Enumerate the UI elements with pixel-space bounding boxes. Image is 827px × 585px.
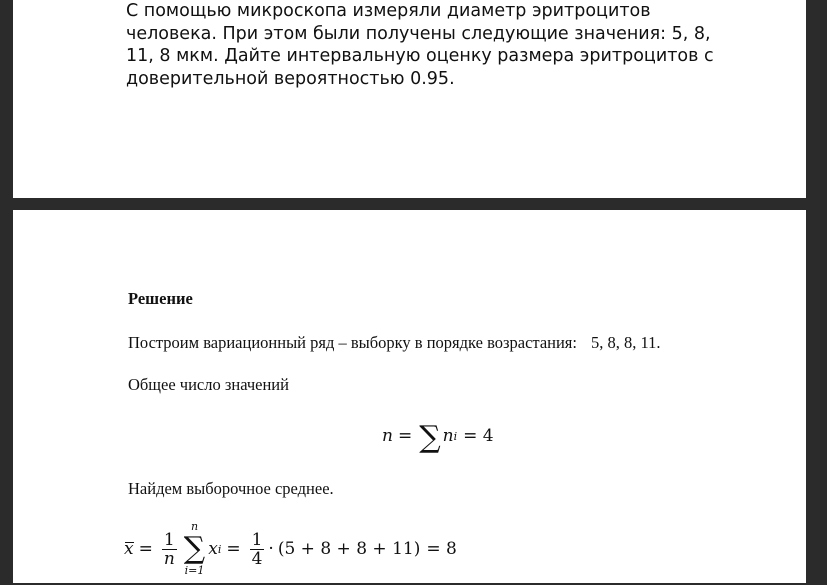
variation-series-values: 5, 8, 8, 11. <box>590 333 661 352</box>
solution-heading: Решение <box>128 289 193 308</box>
summation-lower: i=1 <box>184 564 205 577</box>
formula-mean-dot: · <box>268 539 274 559</box>
formula-mean-eq1: = <box>138 539 153 559</box>
fraction-2-numerator: 1 <box>251 529 263 550</box>
formula-mean-term-sub: i <box>217 542 222 556</box>
task-text: С помощью микроскопа измеряли диаметр эритроцитов человека. При этом были получены следующие значения: 5, 8, 11, 8 мкм. Дайте интервальную оценку размера эритроцитов с доверительной вероятностью 0.95. <box>126 1 714 89</box>
formula-n-term-sub: i <box>453 429 458 443</box>
formula-n-sigma: ∑ <box>419 419 441 455</box>
summation-sigma: ∑ <box>183 531 206 566</box>
fraction-2-denominator: 4 <box>251 548 263 569</box>
formula-mean-eq2: = <box>226 539 241 559</box>
formula-mean-summation <box>184 520 205 578</box>
formula-n-eq: = <box>397 426 413 446</box>
sample-size-formula <box>382 416 494 456</box>
summation-upper: n <box>190 520 199 533</box>
formula-mean-expression: (5 + 8 + 8 + 11) <box>277 539 421 559</box>
sample-mean-formula <box>124 513 457 585</box>
formula-n-rhs: = 4 <box>463 426 494 446</box>
formula-mean-fraction-2 <box>250 531 265 568</box>
fraction-1-numerator: 1 <box>163 529 175 550</box>
variation-series-paragraph <box>128 333 661 353</box>
sample-mean-paragraph: Найдем выборочное среднее. <box>128 479 334 498</box>
formula-mean-lhs: x <box>124 539 134 559</box>
formula-mean-term: x <box>208 539 218 559</box>
document-page-top <box>13 0 806 198</box>
document-page-bottom <box>13 210 806 583</box>
total-count-paragraph: Общее число значений <box>128 375 289 394</box>
formula-n-lhs: n <box>382 426 393 446</box>
fraction-1-denominator: n <box>163 548 175 569</box>
formula-mean-fraction-1 <box>162 531 177 568</box>
variation-series-text: Построим вариационный ряд – выборку в порядке возрастания: <box>128 333 577 352</box>
formula-n-term: n <box>442 426 454 446</box>
formula-mean-result: = 8 <box>426 539 457 559</box>
